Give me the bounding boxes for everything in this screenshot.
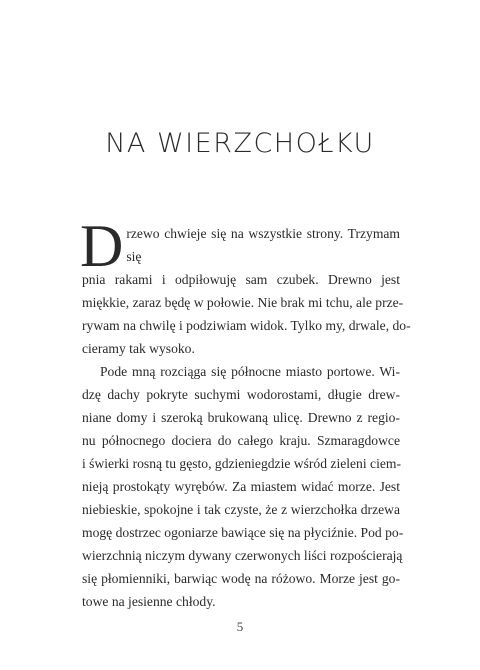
- paragraph-2: [82, 360, 404, 613]
- text-line: miękkie, zaraz będę w połowie. Nie brak mi tchu, ale prze-: [82, 295, 404, 310]
- text-line: towe na jesienne chłody.: [82, 594, 216, 609]
- text-line: i świerki rosną tu gęsto, gdzieniegdzie wśród zieleni ciem-: [82, 456, 401, 471]
- text-line: dzę dachy pokryte suchymi wodorostami, długie drew-: [82, 387, 400, 402]
- text-line: rzewo chwieje się na wszystkie strony. Trzymam się: [126, 226, 400, 264]
- page-number: 5: [236, 619, 244, 634]
- text-line: Pode mną rozciąga się północne miasto portowe. Wi-: [100, 364, 400, 379]
- text-line: się płomienniki, barwiąc wodę na różowo. Morze jest go-: [82, 571, 400, 586]
- paragraph-1: [80, 213, 411, 360]
- text-line: wierzchnią niczym dywany czerwonych liści rozpościerają: [82, 548, 403, 563]
- text-line: niane domy i szeroką brukowaną ulicę. Drewno z regio-: [82, 410, 400, 425]
- chapter-body: [80, 213, 411, 613]
- text-line: pnia rakami i odpiłowuję sam czubek. Drewno jest: [82, 272, 400, 287]
- chapter-title: NA WIERZCHOŁKU: [105, 128, 375, 159]
- text-line: rywam na chwilę i podziwiam widok. Tylko my, drwale, do-: [82, 318, 411, 333]
- text-line: mogę dostrzec ogoniarze bawiące się na płyciźnie. Pod po-: [82, 525, 404, 540]
- drop-cap: D: [80, 213, 124, 279]
- text-line: cieramy tak wysoko.: [82, 341, 195, 356]
- text-line: niebieskie, spokojne i tak czyste, że z wierzchołka drzewa: [82, 502, 400, 517]
- text-line: nu północnego dociera do całego kraju. Szmaragdowce: [82, 433, 400, 448]
- text-line: nieją prostokąty wyrębów. Za miastem widać morze. Jest: [82, 479, 400, 494]
